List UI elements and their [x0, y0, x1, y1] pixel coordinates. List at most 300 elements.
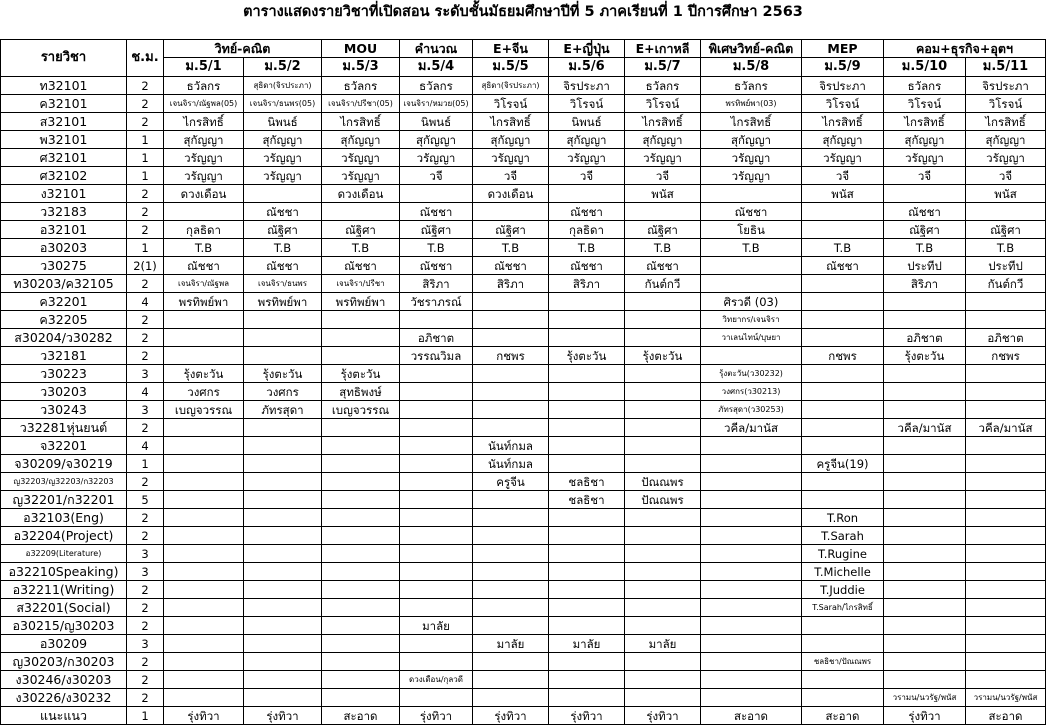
- teacher-cell: ณัชชา: [549, 203, 625, 221]
- teacher-cell: ปัณณพร: [625, 473, 701, 491]
- teacher-cell: [701, 599, 802, 617]
- schedule-table: [0, 39, 1046, 725]
- teacher-cell: [322, 419, 400, 437]
- teacher-cell: [549, 437, 625, 455]
- teacher-cell: รุ่งทิวา: [164, 707, 244, 725]
- table-row: [1, 581, 1046, 599]
- teacher-cell: พนัส: [625, 185, 701, 203]
- teacher-cell: ไกรสิทธิ์: [701, 113, 802, 131]
- teacher-cell: [473, 203, 549, 221]
- subject-cell: อ32211(Writing): [1, 581, 127, 599]
- hours-cell: 2: [127, 95, 164, 113]
- teacher-cell: [966, 365, 1046, 383]
- teacher-cell: สะอาด: [966, 707, 1046, 725]
- teacher-cell: ไกรสิทธิ์: [322, 113, 400, 131]
- teacher-cell: T.Sarah/ไกรสิทธิ์: [802, 599, 884, 617]
- teacher-cell: [164, 689, 244, 707]
- hours-cell: 2: [127, 527, 164, 545]
- teacher-cell: [966, 509, 1046, 527]
- teacher-cell: [164, 437, 244, 455]
- class-header: ม.5/9: [802, 58, 884, 77]
- teacher-cell: ณัฐิศา: [400, 221, 473, 239]
- teacher-cell: [400, 563, 473, 581]
- teacher-cell: สุทธิพงษ์: [322, 383, 400, 401]
- teacher-cell: [473, 329, 549, 347]
- table-row: [1, 455, 1046, 473]
- teacher-cell: [400, 365, 473, 383]
- class-header: ม.5/5: [473, 58, 549, 77]
- teacher-cell: รุ้งตะวัน: [322, 365, 400, 383]
- hours-cell: 3: [127, 401, 164, 419]
- teacher-cell: โยธิน: [701, 221, 802, 239]
- teacher-cell: ณัชชา: [701, 203, 802, 221]
- teacher-cell: [400, 689, 473, 707]
- teacher-cell: สิริภา: [884, 275, 966, 293]
- teacher-cell: ชลธิชา: [549, 491, 625, 509]
- table-row: [1, 383, 1046, 401]
- teacher-cell: [884, 635, 966, 653]
- class-header: ม.5/2: [244, 58, 322, 77]
- hours-cell: 2: [127, 113, 164, 131]
- teacher-cell: [244, 689, 322, 707]
- teacher-cell: [966, 653, 1046, 671]
- teacher-cell: [802, 365, 884, 383]
- group-header: คำนวณ: [400, 40, 473, 58]
- teacher-cell: วิทยากร/เจนจิรา: [701, 311, 802, 329]
- subject-cell: ง30246/ง30203: [1, 671, 127, 689]
- teacher-cell: [966, 311, 1046, 329]
- teacher-cell: [802, 419, 884, 437]
- teacher-cell: วิโรจน์: [966, 95, 1046, 113]
- teacher-cell: [802, 671, 884, 689]
- hours-cell: 3: [127, 563, 164, 581]
- teacher-cell: [625, 671, 701, 689]
- table-row: [1, 653, 1046, 671]
- teacher-cell: [701, 185, 802, 203]
- teacher-cell: [701, 563, 802, 581]
- teacher-cell: [625, 419, 701, 437]
- teacher-cell: [625, 365, 701, 383]
- teacher-cell: [625, 527, 701, 545]
- teacher-cell: ภัทรสุดา: [244, 401, 322, 419]
- teacher-cell: ดวงเดือน/กุลวดี: [400, 671, 473, 689]
- teacher-cell: [322, 347, 400, 365]
- teacher-cell: [322, 545, 400, 563]
- teacher-cell: [473, 491, 549, 509]
- teacher-cell: [244, 473, 322, 491]
- teacher-cell: วงศกร: [244, 383, 322, 401]
- teacher-cell: [164, 617, 244, 635]
- teacher-cell: กชพร: [802, 347, 884, 365]
- teacher-cell: ไกรสิทธิ์: [966, 113, 1046, 131]
- teacher-cell: [473, 653, 549, 671]
- subject-cell: ท32101: [1, 77, 127, 95]
- teacher-cell: รุ้งตะวัน: [884, 347, 966, 365]
- table-row: [1, 617, 1046, 635]
- subject-cell: ว30243: [1, 401, 127, 419]
- teacher-cell: [966, 437, 1046, 455]
- teacher-cell: [549, 599, 625, 617]
- teacher-cell: ครูจีน(19): [802, 455, 884, 473]
- teacher-cell: [322, 473, 400, 491]
- teacher-cell: [164, 581, 244, 599]
- teacher-cell: [701, 473, 802, 491]
- teacher-cell: [244, 419, 322, 437]
- table-row: [1, 329, 1046, 347]
- teacher-cell: วรัญญา: [244, 149, 322, 167]
- teacher-cell: รุ่งทิวา: [473, 707, 549, 725]
- teacher-cell: [322, 527, 400, 545]
- teacher-cell: กุลธิดา: [549, 221, 625, 239]
- teacher-cell: เจนจิรา/ธนพร(05): [244, 95, 322, 113]
- teacher-cell: [244, 635, 322, 653]
- teacher-cell: [473, 599, 549, 617]
- table-row: [1, 221, 1046, 239]
- teacher-cell: [884, 617, 966, 635]
- subject-cell: แนะแนว: [1, 707, 127, 725]
- teacher-cell: [473, 383, 549, 401]
- teacher-cell: ณัชชา: [400, 203, 473, 221]
- teacher-cell: [244, 437, 322, 455]
- teacher-cell: ณัชชา: [802, 257, 884, 275]
- hours-cell: 2: [127, 653, 164, 671]
- teacher-cell: วิโรจน์: [549, 95, 625, 113]
- hours-cell: 4: [127, 383, 164, 401]
- teacher-cell: [884, 473, 966, 491]
- teacher-cell: ธวัลกร: [701, 77, 802, 95]
- class-header: ม.5/7: [625, 58, 701, 77]
- teacher-cell: รุ่งทิวา: [884, 707, 966, 725]
- teacher-cell: [473, 419, 549, 437]
- teacher-cell: T.B: [884, 239, 966, 257]
- teacher-cell: [164, 455, 244, 473]
- teacher-cell: ธวัลกร: [164, 77, 244, 95]
- teacher-cell: [244, 671, 322, 689]
- subject-cell: ท30203/ค32105: [1, 275, 127, 293]
- teacher-cell: [966, 473, 1046, 491]
- teacher-cell: อภิชาต: [400, 329, 473, 347]
- teacher-cell: [244, 329, 322, 347]
- teacher-cell: [549, 365, 625, 383]
- teacher-cell: ดวงเดือน: [322, 185, 400, 203]
- teacher-cell: [802, 293, 884, 311]
- subject-cell: ว32181: [1, 347, 127, 365]
- teacher-cell: วรัญญา: [549, 149, 625, 167]
- teacher-cell: วิโรจน์: [473, 95, 549, 113]
- teacher-cell: [966, 545, 1046, 563]
- teacher-cell: วรัญญา: [802, 149, 884, 167]
- teacher-cell: [322, 653, 400, 671]
- teacher-cell: [701, 347, 802, 365]
- teacher-cell: [164, 599, 244, 617]
- teacher-cell: [701, 635, 802, 653]
- teacher-cell: T.Michelle: [802, 563, 884, 581]
- teacher-cell: สะอาด: [322, 707, 400, 725]
- subject-cell: ศ32102: [1, 167, 127, 185]
- teacher-cell: [549, 689, 625, 707]
- teacher-cell: [400, 473, 473, 491]
- teacher-cell: [802, 473, 884, 491]
- teacher-cell: ธวัลกร: [625, 77, 701, 95]
- teacher-cell: วรัญญา: [322, 167, 400, 185]
- subject-cell: ญ32201/ก32201: [1, 491, 127, 509]
- teacher-cell: อภิชาต: [884, 329, 966, 347]
- teacher-cell: วรามน/นวรัฐ/พนัส: [884, 689, 966, 707]
- teacher-cell: [473, 581, 549, 599]
- teacher-cell: [244, 347, 322, 365]
- teacher-cell: [549, 383, 625, 401]
- subject-cell: อ30215/ญ30203: [1, 617, 127, 635]
- teacher-cell: T.B: [966, 239, 1046, 257]
- teacher-cell: [884, 599, 966, 617]
- teacher-cell: วรัญญา: [322, 149, 400, 167]
- teacher-cell: T.B: [400, 239, 473, 257]
- teacher-cell: ชลธิชา/ปัณณพร: [802, 653, 884, 671]
- teacher-cell: ภัทรสุดา(ว30253): [701, 401, 802, 419]
- teacher-cell: [164, 419, 244, 437]
- hours-cell: 2: [127, 329, 164, 347]
- teacher-cell: รุ่งทิวา: [549, 707, 625, 725]
- table-row: [1, 563, 1046, 581]
- group-header: คอม+ธุรกิจ+อุตฯ: [884, 40, 1046, 58]
- teacher-cell: [322, 509, 400, 527]
- teacher-cell: [884, 581, 966, 599]
- teacher-cell: ณัชชา: [549, 257, 625, 275]
- group-header: E+จีน: [473, 40, 549, 58]
- teacher-cell: วรามน/นวรัฐ/พนัส: [966, 689, 1046, 707]
- table-row: [1, 635, 1046, 653]
- teacher-cell: T.B: [802, 239, 884, 257]
- teacher-cell: [802, 221, 884, 239]
- class-header: ม.5/1: [164, 58, 244, 77]
- teacher-cell: พรทิพย์พา: [322, 293, 400, 311]
- teacher-cell: [244, 563, 322, 581]
- teacher-cell: ณัชชา: [322, 257, 400, 275]
- teacher-cell: [473, 527, 549, 545]
- subject-cell: ค32205: [1, 311, 127, 329]
- teacher-cell: [244, 599, 322, 617]
- teacher-cell: [164, 527, 244, 545]
- teacher-cell: [164, 671, 244, 689]
- teacher-cell: [884, 509, 966, 527]
- teacher-cell: พนัส: [966, 185, 1046, 203]
- teacher-cell: ณัฐิศา: [473, 221, 549, 239]
- page-title: ตารางแสดงรายวิชาที่เปิดสอน ระดับชั้นมัธยมศึกษาปีที่ 5 ภาคเรียนที่ 1 ปีการศึกษา 2563: [243, 4, 803, 20]
- teacher-cell: สุธิดา(จิรประภา): [244, 77, 322, 95]
- teacher-cell: [625, 311, 701, 329]
- group-header: พิเศษวิทย์-คณิต: [701, 40, 802, 58]
- teacher-cell: [549, 581, 625, 599]
- teacher-cell: [884, 365, 966, 383]
- table-row: [1, 491, 1046, 509]
- teacher-cell: [625, 617, 701, 635]
- teacher-cell: [473, 689, 549, 707]
- teacher-cell: สุกัญญา: [322, 131, 400, 149]
- teacher-cell: [802, 383, 884, 401]
- teacher-cell: [802, 203, 884, 221]
- teacher-cell: พรทิพย์พา: [164, 293, 244, 311]
- teacher-cell: [701, 527, 802, 545]
- teacher-cell: [473, 509, 549, 527]
- teacher-cell: [625, 293, 701, 311]
- teacher-cell: [322, 437, 400, 455]
- teacher-cell: สะอาด: [802, 707, 884, 725]
- teacher-cell: [625, 653, 701, 671]
- teacher-cell: เบญจวรรณ: [322, 401, 400, 419]
- teacher-cell: เจนจิรา/ปรีชา: [322, 275, 400, 293]
- teacher-cell: [322, 617, 400, 635]
- table-row: [1, 167, 1046, 185]
- teacher-cell: สะอาด: [701, 707, 802, 725]
- teacher-cell: [802, 689, 884, 707]
- teacher-cell: [473, 545, 549, 563]
- teacher-cell: [549, 671, 625, 689]
- teacher-cell: ประทีป: [966, 257, 1046, 275]
- teacher-cell: [322, 563, 400, 581]
- teacher-cell: ไกรสิทธิ์: [625, 113, 701, 131]
- teacher-cell: [701, 653, 802, 671]
- teacher-cell: [322, 671, 400, 689]
- teacher-cell: T.Sarah: [802, 527, 884, 545]
- teacher-cell: วรัญญา: [400, 149, 473, 167]
- teacher-cell: ณัฐิศา: [625, 221, 701, 239]
- table-row: [1, 527, 1046, 545]
- teacher-cell: [966, 617, 1046, 635]
- teacher-cell: เบญจวรรณ: [164, 401, 244, 419]
- teacher-cell: [322, 455, 400, 473]
- teacher-cell: นันท์กมล: [473, 437, 549, 455]
- teacher-cell: [473, 401, 549, 419]
- group-header: MEP: [802, 40, 884, 58]
- teacher-cell: [400, 635, 473, 653]
- teacher-cell: ณัฐิศา: [966, 221, 1046, 239]
- teacher-cell: ชลธิชา: [549, 473, 625, 491]
- teacher-cell: ณัชชา: [625, 257, 701, 275]
- subject-cell: จ30209/จ30219: [1, 455, 127, 473]
- teacher-cell: [966, 491, 1046, 509]
- teacher-cell: [473, 311, 549, 329]
- teacher-cell: [549, 545, 625, 563]
- subject-cell: ส32201(Social): [1, 599, 127, 617]
- subject-cell: อ30203: [1, 239, 127, 257]
- subject-cell: ง30226/ง30232: [1, 689, 127, 707]
- teacher-cell: [164, 653, 244, 671]
- teacher-cell: พรทิพย์พา: [244, 293, 322, 311]
- teacher-cell: วงศกร(ว30213): [701, 383, 802, 401]
- teacher-cell: [701, 509, 802, 527]
- group-header-row: [1, 40, 1046, 58]
- table-row: [1, 185, 1046, 203]
- teacher-cell: สุกัญญา: [473, 131, 549, 149]
- teacher-cell: [473, 617, 549, 635]
- hours-cell: 2: [127, 77, 164, 95]
- teacher-cell: วคีล/มานัส: [701, 419, 802, 437]
- teacher-cell: [802, 617, 884, 635]
- teacher-cell: วงศกร: [164, 383, 244, 401]
- teacher-cell: [400, 383, 473, 401]
- class-header: ม.5/8: [701, 58, 802, 77]
- teacher-cell: สุกัญญา: [164, 131, 244, 149]
- teacher-cell: [322, 311, 400, 329]
- teacher-cell: T.B: [549, 239, 625, 257]
- hours-cell: 2(1): [127, 257, 164, 275]
- teacher-cell: [549, 653, 625, 671]
- subject-header: รายวิชา: [1, 40, 127, 77]
- schedule-body: [1, 77, 1046, 725]
- teacher-cell: [625, 509, 701, 527]
- teacher-cell: T.Ron: [802, 509, 884, 527]
- teacher-cell: [400, 455, 473, 473]
- teacher-cell: [625, 545, 701, 563]
- teacher-cell: รุ้งตะวัน(ว30232): [701, 365, 802, 383]
- teacher-cell: [400, 401, 473, 419]
- teacher-cell: [400, 545, 473, 563]
- teacher-cell: [884, 437, 966, 455]
- teacher-cell: วิโรจน์: [802, 95, 884, 113]
- subject-cell: ง32101: [1, 185, 127, 203]
- table-row: [1, 239, 1046, 257]
- teacher-cell: [966, 635, 1046, 653]
- teacher-cell: [549, 293, 625, 311]
- teacher-cell: กชพร: [966, 347, 1046, 365]
- subject-cell: ญ30203/ก30203: [1, 653, 127, 671]
- hours-cell: 1: [127, 131, 164, 149]
- table-row: [1, 347, 1046, 365]
- table-row: [1, 311, 1046, 329]
- hours-cell: 2: [127, 419, 164, 437]
- teacher-cell: จิรประภา: [966, 77, 1046, 95]
- teacher-cell: [400, 311, 473, 329]
- teacher-cell: วรรณวิมล: [400, 347, 473, 365]
- teacher-cell: วจี: [400, 167, 473, 185]
- teacher-cell: ไกรสิทธิ์: [884, 113, 966, 131]
- teacher-cell: [884, 491, 966, 509]
- subject-cell: ว32183: [1, 203, 127, 221]
- teacher-cell: จิรประภา: [549, 77, 625, 95]
- teacher-cell: วัชราภรณ์: [400, 293, 473, 311]
- teacher-cell: สิริภา: [400, 275, 473, 293]
- table-row: [1, 365, 1046, 383]
- hours-cell: 2: [127, 599, 164, 617]
- teacher-cell: สุกัญญา: [966, 131, 1046, 149]
- teacher-cell: ณัชชา: [400, 257, 473, 275]
- teacher-cell: รุ้งตะวัน: [549, 347, 625, 365]
- teacher-cell: [884, 563, 966, 581]
- hours-cell: 2: [127, 581, 164, 599]
- subject-cell: อ32209(Literature): [1, 545, 127, 563]
- teacher-cell: รุ่งทิวา: [244, 707, 322, 725]
- hours-cell: 3: [127, 365, 164, 383]
- table-row: [1, 509, 1046, 527]
- teacher-cell: [884, 527, 966, 545]
- teacher-cell: T.B: [244, 239, 322, 257]
- teacher-cell: [549, 509, 625, 527]
- teacher-cell: [549, 419, 625, 437]
- teacher-cell: [966, 581, 1046, 599]
- teacher-cell: [473, 671, 549, 689]
- teacher-cell: สุกัญญา: [802, 131, 884, 149]
- teacher-cell: [244, 455, 322, 473]
- teacher-cell: วจี: [966, 167, 1046, 185]
- teacher-cell: [549, 185, 625, 203]
- teacher-cell: [802, 437, 884, 455]
- table-row: [1, 203, 1046, 221]
- teacher-cell: [802, 275, 884, 293]
- teacher-cell: [701, 581, 802, 599]
- teacher-cell: [625, 581, 701, 599]
- teacher-cell: [244, 581, 322, 599]
- teacher-cell: [884, 545, 966, 563]
